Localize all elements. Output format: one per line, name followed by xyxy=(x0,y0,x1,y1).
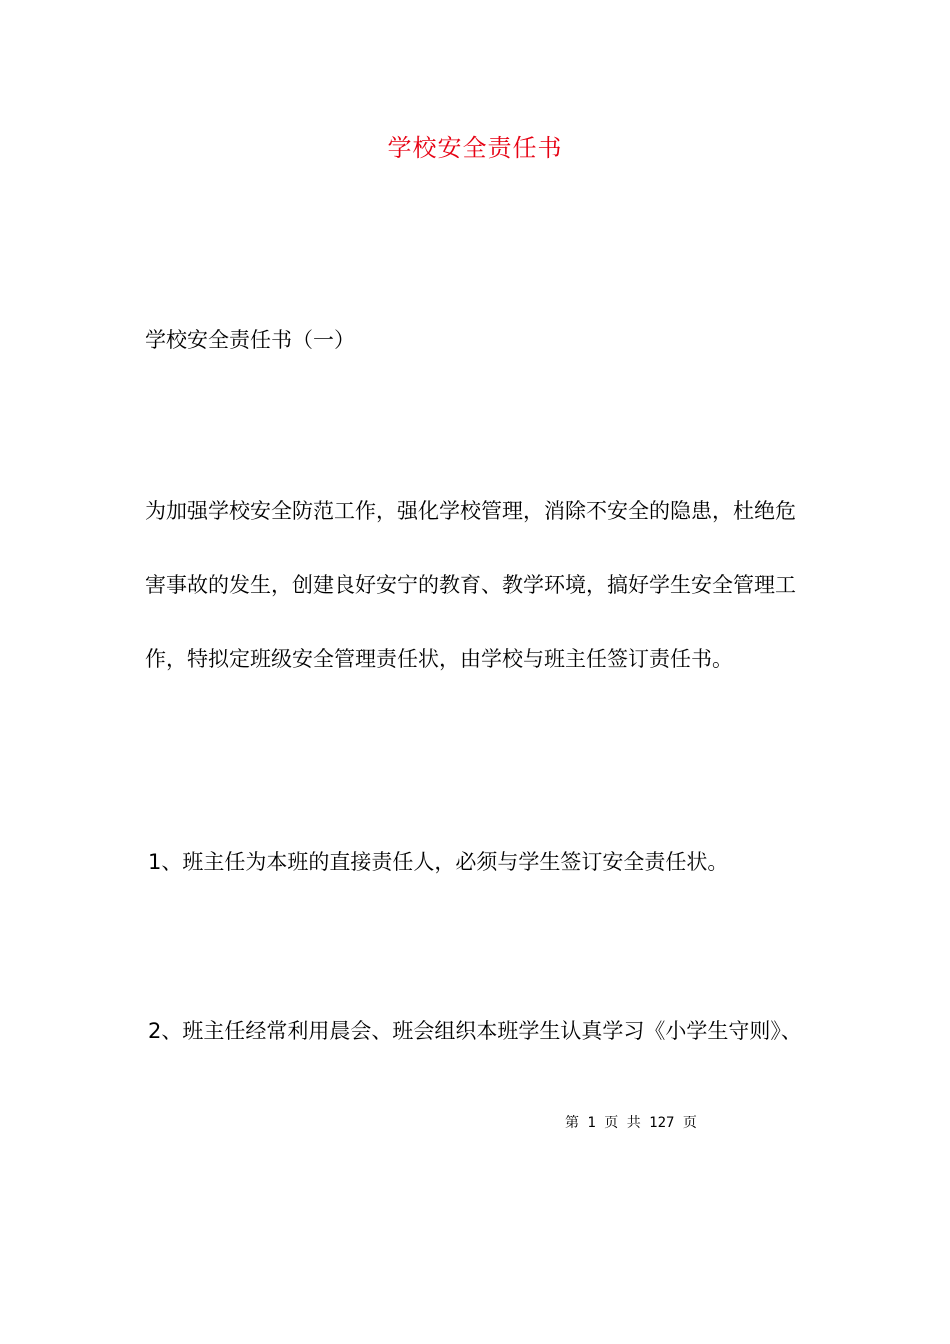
list-item: 2、班主任经常利用晨会、班会组织本班学生认真学习《小学生守则》、 xyxy=(148,1019,802,1043)
list-item: 1、班主任为本班的直接责任人，必须与学生签订安全责任状。 xyxy=(148,850,729,874)
document-title: 学校安全责任书 xyxy=(387,134,563,162)
section-subtitle: 学校安全责任书（一） xyxy=(145,328,355,352)
page-number: 第 1 页 共 127 页 xyxy=(565,1115,697,1131)
intro-paragraph: 为加强学校安全防范工作，强化学校管理，消除不安全的隐患，杜绝危害事故的发生，创建良好安宁的教育、教学环境，搞好学生安全管理工作，特拟定班级安全管理责任状，由学校与班主任签订责任书。 xyxy=(145,499,796,671)
